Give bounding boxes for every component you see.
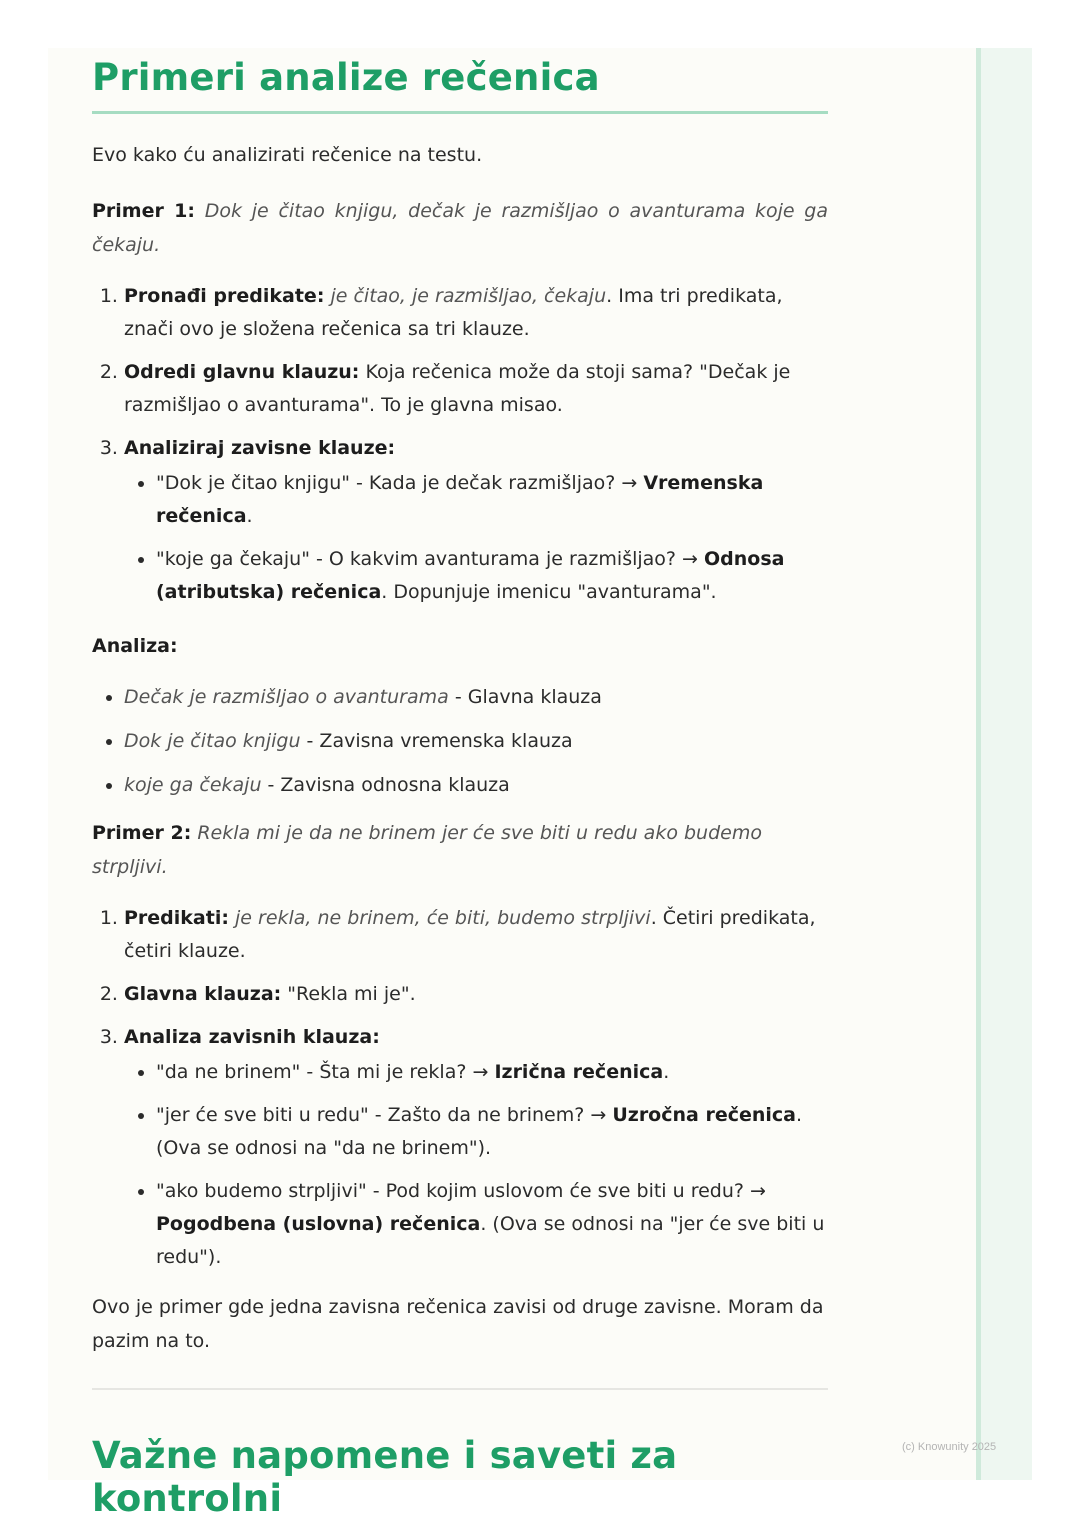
clause-type: Izrična rečenica	[494, 1061, 664, 1083]
bullet-after: . (Ova se odnosi na "da ne brinem").	[156, 1104, 803, 1159]
analysis-item	[124, 725, 828, 758]
step-item	[124, 432, 828, 609]
step-italic: je rekla, ne brinem, će biti, budemo strpljivi	[235, 907, 651, 929]
step-text: . Četiri predikata, četiri klauze.	[124, 907, 816, 962]
intro-paragraph: Evo kako ću analizirati rečenice na testu.	[92, 144, 483, 166]
analysis-list	[92, 681, 828, 802]
step-item	[124, 280, 828, 346]
step-label: Analiziraj zavisne klauze:	[124, 437, 396, 459]
clause-type: Uzročna rečenica	[612, 1104, 796, 1126]
step-label: Analiza zavisnih klauza:	[124, 1026, 380, 1048]
example-2-sentence: Rekla mi je da ne brinem jer će sve biti u redu ako budemo strpljivi.	[92, 822, 762, 878]
analysis-type: - Glavna klauza	[448, 686, 602, 708]
analysis-clause: Dečak je razmišljao o avanturama	[124, 686, 449, 708]
clause-type: Pogodbena (uslovna) rečenica	[156, 1213, 481, 1235]
clause-bullets	[124, 467, 828, 609]
clause-bullet	[156, 543, 828, 609]
clause-type: Odnosa (atributska) rečenica	[156, 548, 785, 603]
analysis-clause: Dok je čitao knjigu	[124, 730, 301, 752]
bullet-after: .	[663, 1061, 670, 1083]
bullet-text: "ako budemo strpljivi" - Pod kojim uslovom će sve biti u redu? →	[156, 1180, 766, 1202]
example-1-label: Primer 1:	[92, 200, 196, 222]
example-1-heading	[92, 194, 828, 262]
analysis-item	[124, 681, 828, 714]
step-italic: je čitao, je razmišljao, čekaju	[330, 285, 607, 307]
example-2-label: Primer 2:	[92, 822, 192, 844]
bullet-text: "da ne brinem" - Šta mi je rekla? →	[156, 1061, 495, 1083]
bullet-text: "jer će sve biti u redu" - Zašto da ne brinem? →	[156, 1104, 613, 1126]
analysis-item	[124, 769, 828, 802]
step-item	[124, 978, 828, 1011]
section-divider	[92, 1388, 828, 1390]
clause-bullet	[156, 467, 828, 533]
example-1-steps	[92, 280, 828, 609]
bullet-after: . (Ova se odnosi na "jer će sve biti u redu").	[156, 1213, 825, 1268]
clause-bullet	[156, 1099, 828, 1165]
step-text: Koja rečenica može da stoji sama? "Dečak je razmišljao o avanturama". To je glavna misao.	[124, 361, 791, 416]
bullet-after: . Dopunjuje imenicu "avanturama".	[381, 581, 717, 603]
example-2-steps	[92, 902, 828, 1274]
step-text: "Rekla mi je".	[281, 983, 416, 1005]
analysis-heading	[92, 629, 828, 663]
clause-bullet	[156, 1056, 828, 1089]
bullet-text: "Dok je čitao knjigu" - Kada je dečak razmišljao? →	[156, 472, 644, 494]
step-label: Predikati:	[124, 907, 229, 929]
analysis-label: Analiza:	[92, 635, 178, 657]
step-label: Pronađi predikate:	[124, 285, 325, 307]
bullet-text: "koje ga čekaju" - O kakvim avanturama je razmišljao? →	[156, 548, 705, 570]
copyright-note: (c) Knowunity 2025	[902, 1441, 997, 1453]
clause-type: Vremenska rečenica	[156, 472, 764, 527]
example-2-heading	[92, 816, 828, 884]
clause-bullet	[156, 1175, 828, 1274]
section-title-napomene: Važne napomene i saveti za kontrolni	[92, 1434, 678, 1520]
step-label: Odredi glavnu klauzu:	[124, 361, 360, 383]
step-text: . Ima tri predikata, znači ovo je složena rečenica sa tri klauze.	[124, 285, 783, 340]
step-item	[124, 1021, 828, 1274]
example-1-sentence: Dok je čitao knjigu, dečak je razmišljao o avanturama koje ga čekaju.	[92, 200, 829, 256]
step-item	[124, 902, 828, 968]
sidebar-strip	[976, 48, 1032, 1480]
analysis-type: - Zavisna vremenska klauza	[300, 730, 573, 752]
outro-paragraph: Ovo je primer gde jedna zavisna rečenica zavisi od druge zavisne. Moram da pazim na to.	[92, 1296, 824, 1352]
bullet-after: .	[246, 505, 253, 527]
section-title-primeri: Primeri analize rečenica	[92, 48, 828, 114]
analysis-type: - Zavisna odnosna klauza	[261, 774, 510, 796]
document-content	[92, 48, 828, 1520]
clause-bullets	[124, 1056, 828, 1274]
step-label: Glavna klauza:	[124, 983, 282, 1005]
analysis-clause: koje ga čekaju	[124, 774, 262, 796]
step-item	[124, 356, 828, 422]
